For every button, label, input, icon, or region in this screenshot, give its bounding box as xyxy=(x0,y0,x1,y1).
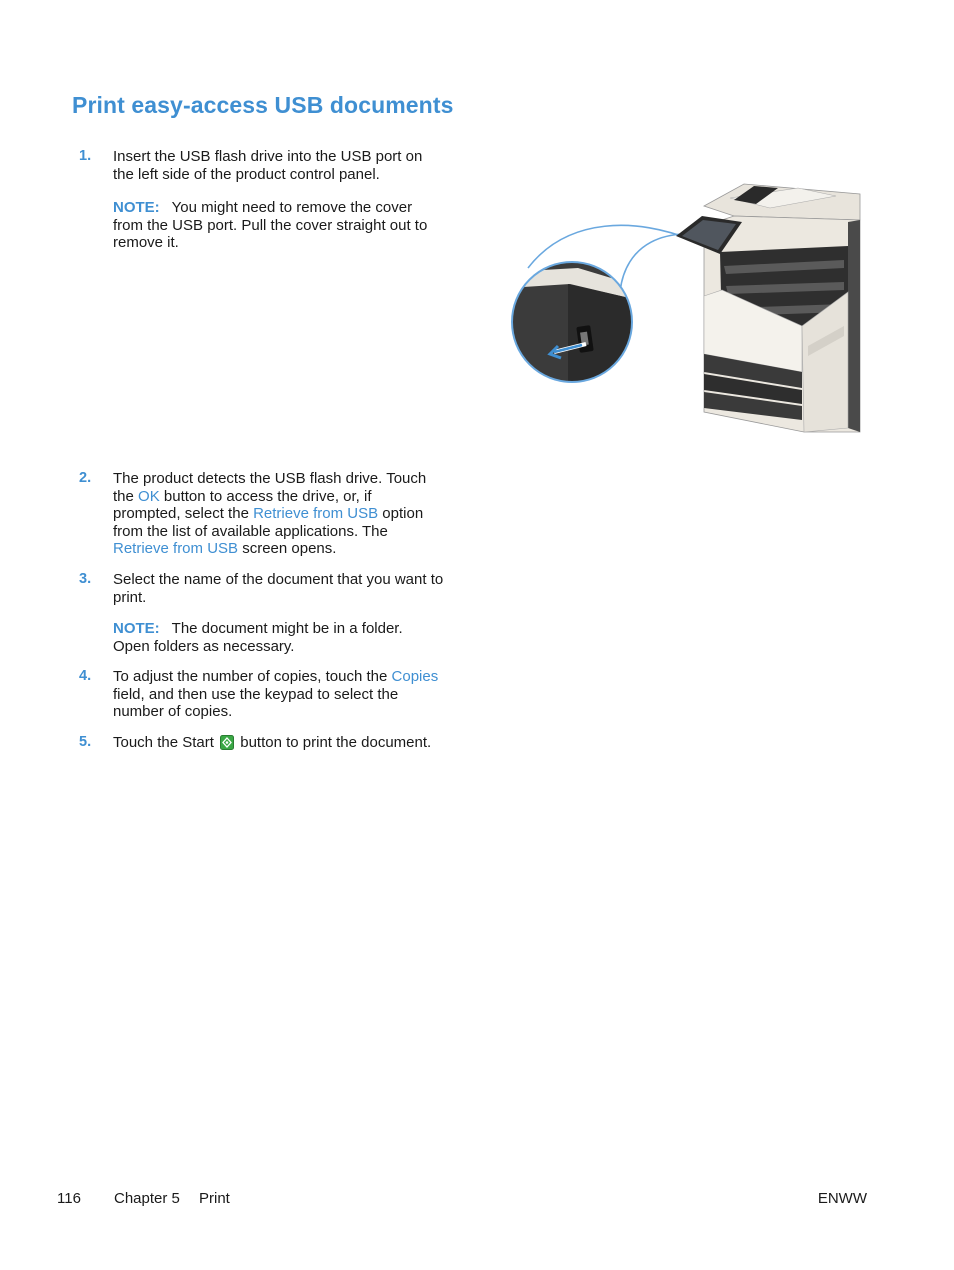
step-text: The product detects the USB flash drive. Touch the OK button to access the drive, or, if prompted, select the Retrieve from USB option from the list of available applications. The Retrieve from USB screen opens. xyxy=(113,470,427,558)
step-text: Touch the Start button to print the document. xyxy=(113,734,432,751)
page-number: 116 xyxy=(57,1190,81,1207)
note-label: NOTE: xyxy=(113,620,160,637)
step-number: 3. xyxy=(79,571,92,587)
retrieve-from-usb-option-reference: Retrieve from USB xyxy=(253,505,379,523)
note-text: The document might be in a folder. Open folders as necessary. xyxy=(113,620,403,655)
ok-button-reference: OK xyxy=(138,487,160,505)
step-text: Select the name of the document that you want to print. xyxy=(113,571,444,606)
page-title: Print easy-access USB documents xyxy=(72,92,454,118)
note-text: You might need to remove the cover from the USB port. Pull the cover straight out to remove it. xyxy=(113,199,428,252)
section-label: Print xyxy=(199,1190,230,1207)
printer-usb-port-illustration xyxy=(508,176,868,434)
step-text: To adjust the number of copies, touch the Copies field, and then use the keypad to select the number of copies. xyxy=(113,668,439,721)
usb-port-closeup xyxy=(508,256,648,396)
step-number: 2. xyxy=(79,470,92,486)
printer-icon xyxy=(676,184,860,432)
note xyxy=(113,620,433,655)
document-code: ENWW xyxy=(817,1190,867,1207)
step-number: 1. xyxy=(79,148,92,164)
step-number: 5. xyxy=(79,734,92,750)
chapter-label: Chapter 5 xyxy=(114,1190,180,1207)
step-number: 4. xyxy=(79,668,92,684)
note-label: NOTE: xyxy=(113,199,160,216)
retrieve-from-usb-screen-reference: Retrieve from USB xyxy=(113,540,239,558)
start-button-icon xyxy=(220,735,234,750)
copies-field-reference: Copies xyxy=(391,668,439,685)
note xyxy=(113,199,443,252)
step-text: Insert the USB flash drive into the USB port on the left side of the product control panel. xyxy=(113,148,423,183)
